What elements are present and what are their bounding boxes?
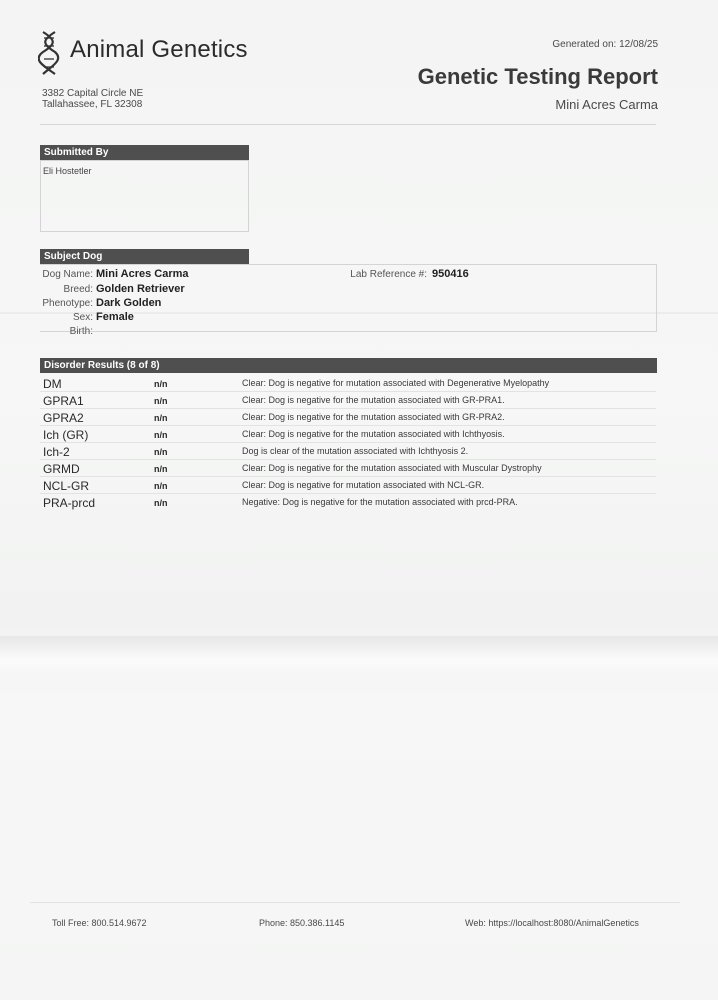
submitted-by-heading: Submitted By <box>40 145 249 160</box>
disorder-name: DM <box>43 377 62 391</box>
address-line-2: Tallahassee, FL 32308 <box>42 99 143 110</box>
disorder-description: Clear: Dog is negative for the mutation associated with GR-PRA1. <box>242 395 505 405</box>
company-address <box>42 88 143 110</box>
footer-phone: Phone: 850.386.1145 <box>259 918 345 928</box>
table-row <box>40 494 656 511</box>
disorder-description: Dog is clear of the mutation associated with Ichthyosis 2. <box>242 446 469 456</box>
disorder-name: GPRA1 <box>43 394 84 408</box>
table-row <box>40 409 656 426</box>
disorder-results-heading: Disorder Results (8 of 8) <box>40 358 657 373</box>
disorder-name: Ich-2 <box>43 445 70 459</box>
sex-label: Sex: <box>72 312 93 323</box>
disorder-result: n/n <box>154 396 168 406</box>
report-subject: Mini Acres Carma <box>555 97 658 112</box>
address-line-1: 3382 Capital Circle NE <box>42 88 144 99</box>
paper-fold <box>0 636 718 676</box>
disorder-description: Clear: Dog is negative for the mutation associated with Muscular Dystrophy <box>242 463 542 473</box>
disorder-result: n/n <box>154 464 168 474</box>
lab-reference-label: Lab Reference #: <box>350 269 427 280</box>
dog-name-label: Dog Name: <box>42 269 93 280</box>
footer-divider <box>30 902 680 903</box>
disorder-result: n/n <box>154 379 168 389</box>
disorder-description: Clear: Dog is negative for mutation associated with Degenerative Myelopathy <box>242 378 550 388</box>
birth-label: Birth: <box>69 326 93 337</box>
phenotype-value: Dark Golden <box>96 297 162 309</box>
lab-reference-value: 950416 <box>432 268 469 280</box>
submitted-by-box <box>40 160 249 232</box>
submitter-name: Eli Hostetler <box>43 166 92 176</box>
header-divider <box>40 124 656 125</box>
disorder-description: Negative: Dog is negative for the mutation associated with prcd-PRA. <box>242 497 518 507</box>
table-row <box>40 392 656 409</box>
footer-toll-free: Toll Free: 800.514.9672 <box>52 918 147 928</box>
report-title: Genetic Testing Report <box>417 64 658 89</box>
disorder-result: n/n <box>154 481 168 491</box>
breed-value: Golden Retriever <box>96 283 185 295</box>
company-name: Animal Genetics <box>70 36 248 63</box>
disorder-name: GPRA2 <box>43 411 84 425</box>
dna-helix-icon <box>38 30 60 76</box>
disorder-description: Clear: Dog is negative for the mutation associated with Ichthyosis. <box>242 429 505 439</box>
disorder-result: n/n <box>154 413 168 423</box>
disorder-name: GRMD <box>43 462 80 476</box>
subject-dog-heading: Subject Dog <box>40 249 249 264</box>
dog-name-value: Mini Acres Carma <box>96 268 189 280</box>
disorder-name: PRA-prcd <box>43 496 96 510</box>
disorder-result: n/n <box>154 430 168 440</box>
footer-web: Web: https://localhost:8080/AnimalGenetics <box>465 918 639 928</box>
disorder-result: n/n <box>154 447 168 457</box>
disorder-result: n/n <box>154 498 168 508</box>
breed-label: Breed: <box>63 284 93 295</box>
disorder-name: Ich (GR) <box>43 428 89 442</box>
sex-value: Female <box>96 311 134 323</box>
phenotype-label: Phenotype: <box>42 298 93 309</box>
table-row <box>40 426 656 443</box>
disorder-description: Clear: Dog is negative for mutation associated with NCL-GR. <box>242 480 485 490</box>
table-row <box>40 443 656 460</box>
disorder-name: NCL-GR <box>43 479 90 493</box>
generated-date: Generated on: 12/08/25 <box>552 39 658 50</box>
table-row <box>40 477 656 494</box>
table-row <box>40 460 656 477</box>
disorder-description: Clear: Dog is negative for the mutation associated with GR-PRA2. <box>242 412 505 422</box>
table-row <box>40 375 656 392</box>
